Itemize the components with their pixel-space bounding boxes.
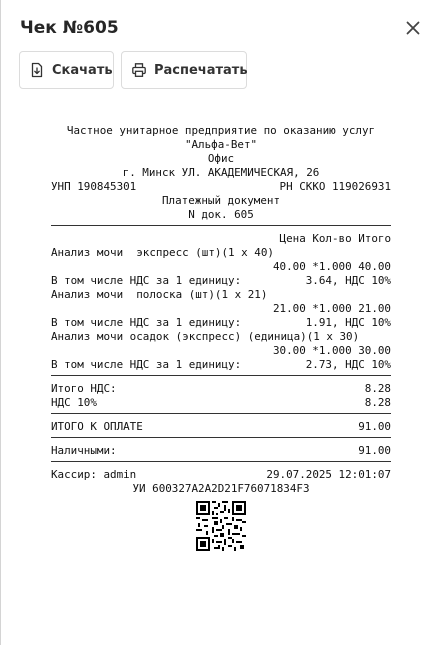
divider <box>51 225 391 226</box>
cash-row <box>51 444 391 458</box>
close-icon[interactable] <box>404 19 422 37</box>
item-vat-row <box>51 316 391 330</box>
item-vat-value: 2.73, НДС 10% <box>305 358 391 371</box>
doc-type: Платежный документ <box>161 194 281 207</box>
download-label: Скачать <box>52 62 113 78</box>
office: Офис <box>207 152 235 165</box>
cashier-row <box>51 468 391 482</box>
dialog-header <box>20 16 424 44</box>
item-name: Анализ мочи осадок (экспресс) (единица)(1 x 30) <box>51 330 360 343</box>
download-icon <box>29 62 45 78</box>
address: г. Минск УЛ. АКАДЕМИЧЕСКАЯ, 26 <box>122 166 320 179</box>
receipt <box>51 124 391 551</box>
vat-total-row <box>51 382 391 396</box>
download-button[interactable] <box>19 51 114 89</box>
registration-row <box>51 180 391 194</box>
datetime: 29.07.2025 12:01:07 <box>266 468 391 481</box>
unp: УНП 190845301 <box>51 180 137 193</box>
item-vat-label: В том числе НДС за 1 единицу: <box>51 274 242 287</box>
item-calc: 40.00 *1.000 40.00 <box>272 260 391 273</box>
total-label: ИТОГО К ОПЛАТЕ <box>51 420 143 433</box>
dialog-title: Чек №605 <box>20 18 119 38</box>
item-name: Анализ мочи полоска (шт)(1 x 21) <box>51 288 268 301</box>
vat-total-label: Итого НДС: <box>51 382 117 395</box>
unique-id: УИ 600327A2A2D21F76071834F3 <box>132 482 310 495</box>
item-calc: 30.00 *1.000 30.00 <box>272 344 391 357</box>
total-value: 91.00 <box>358 420 391 433</box>
dialog-left-border <box>0 0 1 645</box>
cashier: Кассир: admin <box>51 468 137 481</box>
cash-label: Наличными: <box>51 444 117 457</box>
qr-code <box>196 501 246 551</box>
item-vat-label: В том числе НДС за 1 единицу: <box>51 358 242 371</box>
vat-total-value: 8.28 <box>364 382 391 395</box>
rn: РН СККО 119026931 <box>279 180 391 193</box>
item-calc: 21.00 *1.000 21.00 <box>272 302 391 315</box>
divider <box>51 375 391 376</box>
vat-rate-label: НДС 10% <box>51 396 97 409</box>
print-label: Распечатать <box>154 62 248 78</box>
item-vat-row <box>51 358 391 372</box>
columns-header: Цена Кол-во Итого <box>279 232 391 245</box>
item-vat-value: 3.64, НДС 10% <box>305 274 391 287</box>
item-vat-row <box>51 274 391 288</box>
print-button[interactable] <box>121 51 247 89</box>
divider <box>51 437 391 438</box>
total-row <box>51 420 391 434</box>
divider <box>51 413 391 414</box>
vat-rate-value: 8.28 <box>364 396 391 409</box>
cash-value: 91.00 <box>358 444 391 457</box>
item-vat-value: 1.91, НДС 10% <box>305 316 391 329</box>
item-name: Анализ мочи экспресс (шт)(1 x 40) <box>51 246 274 259</box>
org-line-2: "Альфа-Вет" <box>184 138 258 151</box>
item-vat-label: В том числе НДС за 1 единицу: <box>51 316 242 329</box>
doc-number: N док. 605 <box>188 208 254 221</box>
org-line-1: Частное унитарное предприятие по оказанию услуг <box>66 124 376 137</box>
vat-rate-row <box>51 396 391 410</box>
printer-icon <box>131 62 147 78</box>
divider <box>51 461 391 462</box>
